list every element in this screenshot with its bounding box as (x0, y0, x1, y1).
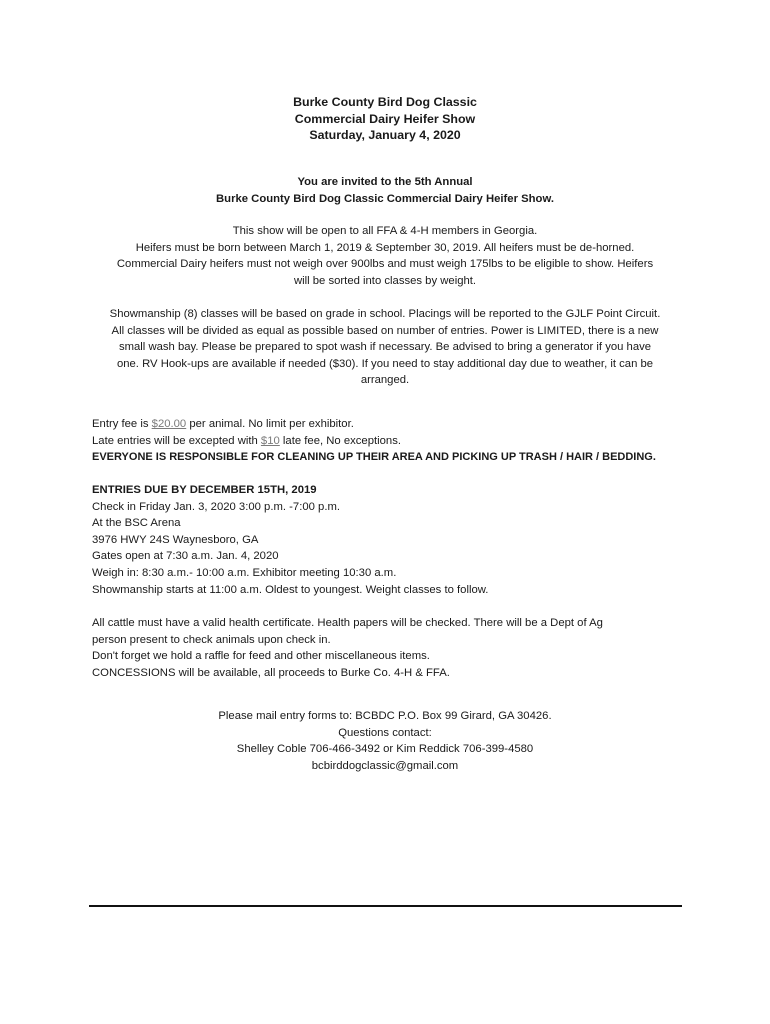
event-date: Saturday, January 4, 2020 (309, 128, 461, 142)
fees-section (92, 416, 692, 466)
entries-due-heading: ENTRIES DUE BY DECEMBER 15TH, 2019 (92, 484, 317, 496)
eligibility-paragraph (60, 223, 710, 289)
late-fee-line (92, 433, 692, 450)
late-fee-amount: $10 (260, 434, 280, 447)
late-fee-prefix: Late entries will be excepted with (92, 434, 261, 447)
classes-line: one. RV Hook-ups are available if needed ($30). If you need to stay additional day due to weather, it can be (116, 357, 654, 370)
schedule-line: Gates open at 7:30 a.m. Jan. 4, 2020 (92, 550, 279, 563)
entry-fee-line (92, 416, 692, 433)
contact-section (60, 708, 710, 774)
entry-fee-suffix: per animal. No limit per exhibitor. (186, 418, 354, 430)
late-fee-suffix: late fee, No exceptions. (279, 434, 401, 447)
mail-instructions: Please mail entry forms to: BCBDC P.O. Box 99 Girard, GA 30426. (218, 710, 552, 722)
schedule-line: Showmanship starts at 11:00 a.m. Oldest to youngest. Weight classes to follow. (92, 583, 489, 596)
contact-people: Shelley Coble 706-466-3492 or Kim Reddick 706-399-4580 (236, 743, 534, 756)
contact-email: bcbirddogclassic@gmail.com (311, 759, 459, 772)
schedule-line: At the BSC Arena (92, 517, 181, 530)
invitation-line: Burke County Bird Dog Classic Commercial Dairy Heifer Show. (216, 192, 554, 205)
eligibility-line: Commercial Dairy heifers must not weigh over 900lbs and must weigh 175lbs to be eligible to show. Heifers (116, 258, 654, 271)
note-line: Don't forget we hold a raffle for feed and other miscellaneous items. (92, 650, 430, 663)
schedule-line: 3976 HWY 24S Waynesboro, GA (92, 533, 259, 546)
questions-label: Questions contact: (338, 726, 432, 739)
invitation-line: You are invited to the 5th Annual (297, 176, 473, 188)
eligibility-line: Heifers must be born between March 1, 2019 & September 30, 2019. All heifers must be de-horned. (135, 241, 635, 254)
note-line: person present to check animals upon check in. (92, 633, 331, 646)
cleanup-notice: EVERYONE IS RESPONSIBLE FOR CLEANING UP THEIR AREA AND PICKING UP TRASH / HAIR / BEDDING. (92, 451, 656, 464)
event-header (0, 94, 770, 144)
eligibility-line: This show will be open to all FFA & 4-H members in Georgia. (232, 225, 538, 237)
event-subtitle: Commercial Dairy Heifer Show (294, 111, 476, 126)
classes-line: arranged. (360, 374, 410, 387)
event-title: Burke County Bird Dog Classic (293, 95, 477, 109)
note-line: All cattle must have a valid health certificate. Health papers will be checked. There will be a Dept of Ag (92, 617, 603, 629)
notes-section (92, 615, 692, 681)
classes-paragraph (60, 306, 710, 389)
footer-rule (89, 905, 682, 907)
invitation (60, 174, 710, 207)
schedule-line: Weigh in: 8:30 a.m.- 10:00 a.m. Exhibitor meeting 10:30 a.m. (92, 566, 397, 579)
schedule-line: Check in Friday Jan. 3, 2020 3:00 p.m. -7:00 p.m. (92, 500, 341, 513)
note-line: CONCESSIONS will be available, all proceeds to Burke Co. 4-H & FFA. (92, 666, 450, 679)
classes-line: Showmanship (8) classes will be based on grade in school. Placings will be reported to the GJLF Point Circuit. (109, 308, 661, 320)
classes-line: small wash bay. Please be prepared to spot wash if necessary. Be advised to bring a generator if you have (118, 341, 652, 354)
classes-line: All classes will be divided as equal as possible based on number of entries. Power is LIMITED, there is a new (111, 324, 659, 337)
entry-fee-amount: $20.00 (151, 418, 187, 430)
entry-fee-prefix: Entry fee is (92, 418, 152, 430)
schedule-section (92, 482, 692, 598)
eligibility-line: will be sorted into classes by weight. (293, 274, 477, 287)
